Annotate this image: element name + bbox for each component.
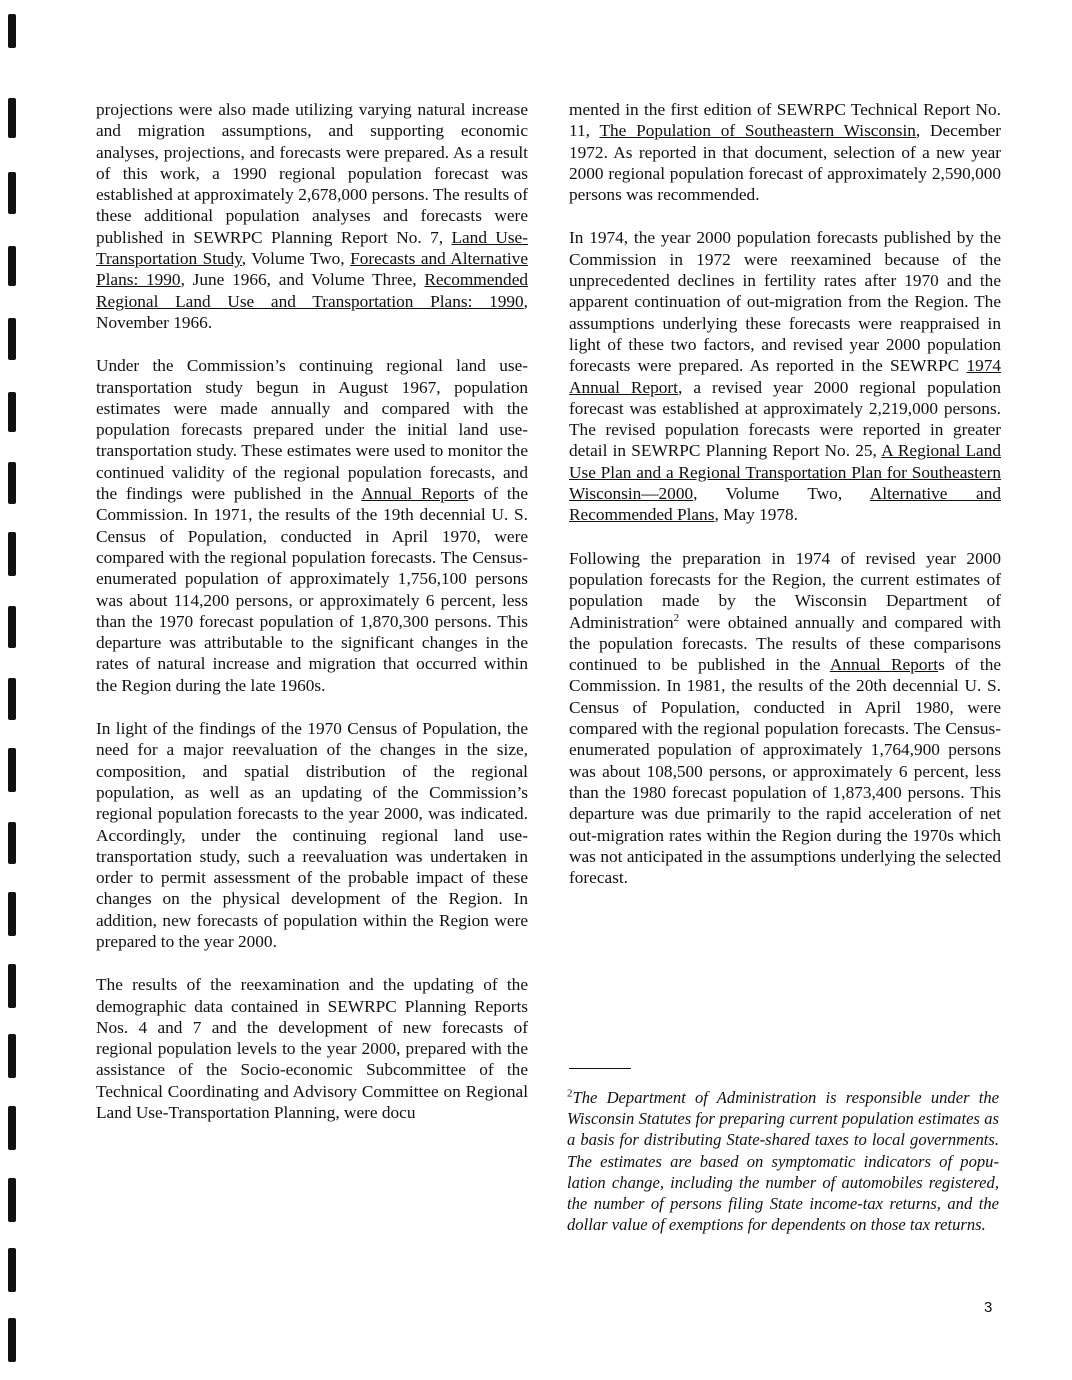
footnote-reference: 2 xyxy=(673,611,680,624)
paragraph: mented in the first edition of SEWRPC Technical Report No. 11, The Population of Southeastern Wisconsin, December 1972. As reported in that document, selection of a new year 2000 regional population forecast of approximately 2,590,000 persons was recommended. xyxy=(569,100,1002,205)
page-number: 3 xyxy=(984,1299,993,1316)
report-title-link: A Regional Land Use Plan and a Regional Transportation Plan for Southeastern Wisconsin—2000 xyxy=(569,441,1001,504)
report-title-link: Annual Report xyxy=(829,655,939,675)
footnote-text: The Department of Administration is responsible under the Wisconsin Statutes for preparing current population estimates as a basis for distributing State-shared taxes to local governments. The estimates are based on symptomatic indicators of population change, including the number of automobiles registered, the number of persons filing State income-tax returns, and the dollar value of exemptions for dependents on those tax returns. xyxy=(567,1088,999,1235)
footnote-marker: 2 xyxy=(567,1087,573,1100)
footnote xyxy=(567,1087,999,1235)
report-title-link: 1974 Annual Report xyxy=(569,356,1001,397)
paragraph: Following the preparation in 1974 of revised year 2000 population forecasts for the Region, the current estimates of population made by the Wisconsin Department of Administration$^2$ were obtained annually and compared with the population forecasts. The results of these comparisons continued to be published in the Annual Reports of the Commission. In 1981, the results of the 20th decennial U. S. Census of Population, conducted in April 1980, were compared with the regional population forecasts. The Census-enumerated population of approximately 1,764,900 persons was about 108,500 persons, or approximately 6 percent, less than the 1980 forecast population of 1,873,400 persons. This departure was due primarily to the rapid acceleration of net out-migration rates within the Region during the 1970s which was not anticipated in the assumptions underlying the selected forecast. xyxy=(569,548,1002,888)
left-column xyxy=(96,99,528,1123)
paragraph: projections were also made utilizing varying natural increase and migration assumptions, and supporting economic analyses, projections, and forecasts were prepared. As a result of this work, a 1990 regional population forecast was established at approximately 2,678,000 persons. The results of these additional population analyses and forecasts were published in SEWRPC Planning Report No. 7, Land Use-Transportation Study, Volume Two, Forecasts and Alternative Plans: 1990, June 1966, and Volume Three, Recommended Regional Land Use and Transportation Plans: 1990, November 1966. xyxy=(96,100,529,332)
binding-holes xyxy=(0,0,30,1380)
paragraph: Under the Commission’s continuing regional land use-transportation study begun in August 1967, population estimates were made annually and compared with the population forecasts prepared under the initial land use-transportation study. These estimates were used to monitor the continued validity of the regional population forecasts, and the findings were published in the Annual Reports of the Commission. In 1971, the results of the 19th decennial U. S. Census of Population, conducted in April 1970, were compared with the regional population forecasts. The Census-enumerated population of approximately 1,756,100 persons was about 114,200 persons, or approximately 6 percent, less than the 1970 forecast population of 1,870,300 persons. This departure was attributable to the significant changes in the rates of natural increase and migration that occurred within the Region during the late 1960s. xyxy=(96,356,528,695)
report-title-link: Land Use-Transportation Study xyxy=(96,227,528,269)
report-title-link: Forecasts and Alternative Plans: 1990 xyxy=(96,249,528,290)
paragraph: In light of the findings of the 1970 Census of Population, the need for a major reevaluation of the changes in the size, composition, and spatial distribution of the regional population, as well as an updating of the Commission’s regional population forecasts to the year 2000, was indicated. Accordingly, under the continuing regional land usetransportation study, such a reevaluation was undertaken in order to permit assessment of the probable impact of these changes on the physical development of the Region. In addition, new forecasts of population within the Region were prepared to the year 2000. xyxy=(96,719,528,951)
report-title-link: Recommended Regional Land Use and Transportation Plans: 1990 xyxy=(96,270,529,311)
footnote-divider xyxy=(569,1068,631,1069)
paragraph: In 1974, the year 2000 population forecasts published by the Commission in 1972 were reexamined because of the unprecedented declines in fertility rates after 1970 and the apparent continuation of out-migration from the Region. The assumptions underlying these forecasts were reappraised in light of these two factors, and revised year 2000 population forecasts were prepared. As reported in the SEWRPC 1974 Annual Report, a revised year 2000 regional population forecast was established at approximately 2,219,000 persons. The revised population forecasts were reported in greater detail in SEWRPC Planning Report No. 25, A Regional Land Use Plan and a Regional Transportation Plan for Southeastern Wisconsin—2000, Volume Two, Alternative and Recommended Plans, May 1978. xyxy=(569,228,1001,525)
report-title-link: The Population of Southeastern Wisconsin xyxy=(599,121,916,141)
report-title-link: Annual Report xyxy=(361,484,469,504)
report-title-link: Alternative and Recommended Plans xyxy=(569,484,1001,525)
paragraph: The results of the reexamination and the updating of the demographic data contained in SEWRPC Planning Reports Nos. 4 and 7 and the development of new forecasts of regional population levels to the year 2000, prepared with the assistance of the Socio-economic Subcommittee of the Technical Coordinating and Advisory Committee on Regional Land Use-Transportation Planning, were docu xyxy=(96,975,528,1123)
right-column xyxy=(569,99,1001,888)
